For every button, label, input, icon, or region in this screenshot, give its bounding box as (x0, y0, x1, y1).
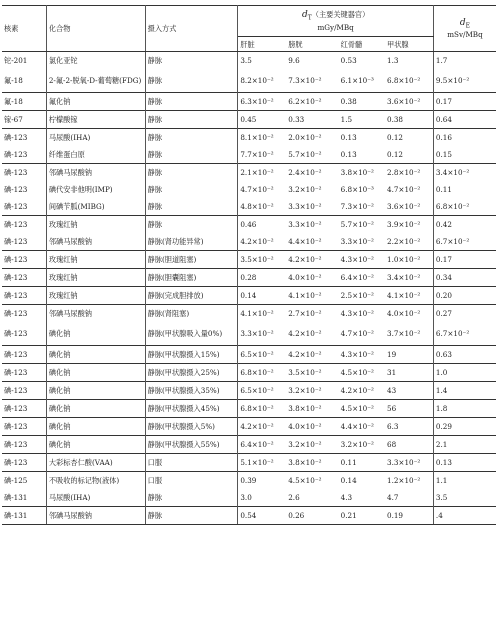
cell-red-marrow: 6.8×10⁻³ (340, 185, 374, 194)
cell-effective-dose: 9.5×10⁻² (435, 76, 470, 85)
cell-liver: 0.28 (238, 269, 286, 287)
cell-intake-mode: 静脉 (145, 489, 238, 507)
cell-nuclide: 氟-18 (2, 69, 46, 93)
cell-liver: 4.1×10⁻² (238, 305, 286, 323)
cell-liver: 0.45 (238, 111, 286, 129)
cell-effective-dose: 0.17 (433, 93, 496, 111)
cell-liver: 0.54 (238, 507, 286, 525)
cell-compound: 碘化钠 (46, 346, 145, 364)
cell-nuclide: 碘-123 (2, 181, 46, 198)
table-row (2, 269, 496, 287)
cell-liver: 4.2×10⁻² (240, 237, 274, 246)
cell-liver: 6.4×10⁻² (238, 436, 286, 454)
table-row (2, 233, 496, 251)
cell-compound: 邻碘马尿酸钠 (46, 164, 145, 182)
header-organ-bladder: 膀胱 (286, 37, 338, 52)
table-row (2, 287, 496, 305)
cell-red-marrow: 6.4×10⁻² (339, 269, 385, 287)
cell-liver: 6.8×10⁻² (238, 400, 286, 418)
cell-effective-dose: 1.4 (433, 382, 496, 400)
cell-red-marrow: 4.3×10⁻² (339, 305, 385, 323)
cell-nuclide: 镓-67 (2, 111, 46, 129)
cell-liver: 6.5×10⁻² (238, 346, 286, 364)
cell-intake-mode: 静脉(甲状腺摄入15%) (145, 346, 238, 364)
cell-thyroid: 4.1×10⁻² (385, 287, 433, 305)
dE-unit: mSv/MBq (447, 30, 483, 40)
cell-bladder: 2.7×10⁻² (286, 305, 338, 323)
cell-red-marrow: 0.13 (340, 150, 357, 159)
cell-compound: 氟化钠 (46, 93, 145, 111)
dE-symbol: d (459, 17, 466, 28)
cell-effective-dose: 3.5 (435, 493, 448, 502)
cell-nuclide: 氟-18 (2, 93, 46, 111)
cell-thyroid: 43 (385, 382, 433, 400)
cell-compound: 邻碘马尿酸钠 (46, 233, 145, 251)
cell-red-marrow: 3.8×10⁻² (339, 164, 385, 182)
cell-thyroid: 2.2×10⁻² (385, 233, 433, 251)
cell-effective-dose: 6.7×10⁻² (435, 237, 470, 246)
cell-red-marrow: 2.5×10⁻² (339, 287, 385, 305)
dE-subscript: E (465, 22, 471, 30)
cell-compound: 马尿酸(IHA) (46, 129, 145, 147)
cell-nuclide: 碘-131 (2, 489, 46, 507)
cell-thyroid: 2.8×10⁻² (385, 164, 433, 182)
cell-nuclide: 铊-201 (2, 52, 46, 70)
cell-nuclide: 碘-123 (2, 251, 46, 269)
table-row (2, 181, 496, 198)
cell-nuclide: 碘-123 (2, 436, 46, 454)
cell-effective-dose: 1.1 (433, 472, 496, 490)
cell-liver: 6.5×10⁻² (238, 382, 286, 400)
cell-bladder: 3.2×10⁻² (288, 185, 322, 194)
cell-bladder: 4.5×10⁻² (286, 472, 338, 490)
cell-intake-mode: 静脉 (145, 146, 238, 164)
cell-liver: 4.7×10⁻² (240, 185, 274, 194)
header-dE (433, 6, 496, 52)
cell-thyroid: 1.0×10⁻² (385, 251, 433, 269)
cell-thyroid: 0.12 (385, 129, 433, 147)
cell-nuclide: 碘-123 (2, 269, 46, 287)
cell-nuclide: 碘-123 (2, 322, 46, 346)
header-dT (238, 6, 434, 37)
cell-bladder: 6.2×10⁻² (286, 93, 338, 111)
cell-liver: 8.2×10⁻² (240, 76, 274, 85)
table-row (2, 472, 496, 490)
cell-effective-dose: 1.7 (435, 56, 448, 65)
cell-effective-dose: 0.11 (435, 185, 452, 194)
cell-red-marrow: 5.7×10⁻² (339, 216, 385, 234)
table-row (2, 146, 496, 164)
cell-intake-mode: 静脉 (145, 216, 238, 234)
cell-intake-mode: 静脉 (145, 69, 238, 93)
cell-nuclide: 碘-123 (2, 146, 46, 164)
cell-nuclide: 碘-123 (2, 233, 46, 251)
cell-liver: 5.1×10⁻² (238, 454, 286, 472)
cell-liver: 4.2×10⁻² (238, 418, 286, 436)
cell-intake-mode: 口服 (145, 472, 238, 490)
cell-effective-dose: 0.34 (433, 269, 496, 287)
table-row (2, 364, 496, 382)
cell-bladder: 4.2×10⁻² (286, 346, 338, 364)
cell-red-marrow: 0.53 (340, 56, 357, 65)
cell-nuclide: 碘-123 (2, 418, 46, 436)
cell-thyroid: 0.19 (385, 507, 433, 525)
cell-intake-mode: 静脉 (145, 507, 238, 525)
cell-compound: 玫瑰红钠 (46, 216, 145, 234)
cell-intake-mode: 静脉(甲状腺摄入35%) (145, 382, 238, 400)
cell-compound: 碘化钠 (46, 382, 145, 400)
cell-effective-dose: 0.64 (433, 111, 496, 129)
cell-liver: 3.5 (240, 56, 252, 65)
cell-intake-mode: 静脉 (145, 129, 238, 147)
cell-thyroid: 3.6×10⁻² (385, 93, 433, 111)
cell-effective-dose: 0.27 (433, 305, 496, 323)
cell-thyroid: 4.0×10⁻² (385, 305, 433, 323)
table-row (2, 382, 496, 400)
cell-nuclide: 碘-123 (2, 216, 46, 234)
cell-bladder: 3.2×10⁻² (286, 382, 338, 400)
table-row (2, 346, 496, 364)
cell-intake-mode: 口服 (145, 454, 238, 472)
cell-compound: 马尿酸(IHA) (46, 489, 145, 507)
header-nuclide: 核素 (2, 6, 46, 52)
cell-intake-mode: 静脉(甲状腺吸入量0%) (145, 322, 238, 346)
cell-bladder: 4.0×10⁻² (286, 418, 338, 436)
cell-bladder: 0.33 (286, 111, 338, 129)
cell-thyroid: 68 (385, 436, 433, 454)
cell-nuclide: 碘-123 (2, 305, 46, 323)
cell-nuclide: 碘-123 (2, 198, 46, 216)
table-row (2, 69, 496, 93)
cell-intake-mode: 静脉(胆道阻塞) (145, 251, 238, 269)
cell-compound: 碘化钠 (46, 418, 145, 436)
cell-nuclide: 碘-123 (2, 287, 46, 305)
cell-bladder: 3.8×10⁻² (286, 400, 338, 418)
cell-red-marrow: 6.1×10⁻³ (340, 76, 374, 85)
cell-nuclide: 碘-123 (2, 164, 46, 182)
cell-compound: 碘化钠 (46, 322, 145, 346)
table-row (2, 251, 496, 269)
cell-thyroid: 56 (385, 400, 433, 418)
cell-nuclide: 碘-125 (2, 472, 46, 490)
cell-thyroid: 0.38 (385, 111, 433, 129)
cell-bladder: 2.4×10⁻² (286, 164, 338, 182)
cell-thyroid: 3.4×10⁻² (385, 269, 433, 287)
cell-effective-dose: 0.16 (433, 129, 496, 147)
cell-bladder: 5.7×10⁻² (288, 150, 322, 159)
cell-intake-mode: 静脉(甲状腺摄入45%) (145, 400, 238, 418)
header-organ-thyroid: 甲状腺 (385, 37, 433, 52)
cell-compound: 2-氟-2-脱氧-D-葡萄糖(FDG) (46, 69, 145, 93)
cell-compound: 不吸收的标记物(液体) (46, 472, 145, 490)
cell-intake-mode: 静脉(甲状腺摄入25%) (145, 364, 238, 382)
cell-intake-mode: 静脉 (145, 181, 238, 198)
cell-intake-mode: 静脉(甲状腺摄入55%) (145, 436, 238, 454)
cell-red-marrow: 4.7×10⁻² (340, 329, 374, 338)
cell-liver: 0.46 (238, 216, 286, 234)
cell-nuclide: 碘-123 (2, 382, 46, 400)
cell-intake-mode: 静脉(肾阻塞) (145, 305, 238, 323)
cell-compound: 玫瑰红钠 (46, 269, 145, 287)
cell-effective-dose: 6.8×10⁻² (435, 202, 470, 211)
cell-effective-dose: 3.4×10⁻² (433, 164, 496, 182)
cell-intake-mode: 静脉(肾功能异常) (145, 233, 238, 251)
cell-red-marrow: 4.5×10⁻² (339, 364, 385, 382)
cell-red-marrow: 3.3×10⁻² (340, 237, 374, 246)
cell-bladder: 2.6 (288, 493, 300, 502)
cell-bladder: 4.0×10⁻² (286, 269, 338, 287)
cell-bladder: 7.3×10⁻² (288, 76, 322, 85)
cell-red-marrow: 4.3×10⁻² (339, 251, 385, 269)
table-row (2, 198, 496, 216)
dT-subscript: T (307, 14, 312, 22)
cell-bladder: 2.0×10⁻² (286, 129, 338, 147)
header-mode: 摄入方式 (145, 6, 238, 52)
cell-liver: 0.14 (238, 287, 286, 305)
cell-compound: 玫瑰红钠 (46, 251, 145, 269)
cell-red-marrow: 4.3×10⁻² (339, 346, 385, 364)
table-row (2, 111, 496, 129)
cell-effective-dose: 0.63 (433, 346, 496, 364)
cell-effective-dose: 1.8 (433, 400, 496, 418)
cell-thyroid: 4.7×10⁻² (385, 181, 433, 198)
cell-nuclide: 碘-123 (2, 400, 46, 418)
cell-liver: 2.1×10⁻² (238, 164, 286, 182)
cell-red-marrow: 1.5 (339, 111, 385, 129)
cell-intake-mode: 静脉 (145, 164, 238, 182)
cell-nuclide: 碘-123 (2, 454, 46, 472)
table-row (2, 216, 496, 234)
cell-bladder: 3.2×10⁻² (286, 436, 338, 454)
cell-effective-dose: 1.0 (433, 364, 496, 382)
cell-thyroid: 19 (385, 346, 433, 364)
cell-thyroid: 3.9×10⁻² (385, 216, 433, 234)
cell-compound: 大彩标杏仁酸(VAA) (46, 454, 145, 472)
cell-bladder: 4.2×10⁻² (288, 329, 322, 338)
cell-intake-mode: 静脉(完成胆排放) (145, 287, 238, 305)
header-compound: 化合物 (46, 6, 145, 52)
cell-effective-dose: 0.20 (433, 287, 496, 305)
cell-thyroid: 1.2×10⁻² (385, 472, 433, 490)
cell-effective-dose: 0.29 (433, 418, 496, 436)
table-row (2, 436, 496, 454)
cell-red-marrow: 7.3×10⁻² (340, 202, 374, 211)
cell-red-marrow: 0.21 (339, 507, 385, 525)
cell-compound: 碘化钠 (46, 364, 145, 382)
dose-table (2, 5, 496, 525)
table-row (2, 489, 496, 507)
cell-effective-dose: 0.17 (433, 251, 496, 269)
table-row (2, 454, 496, 472)
table-row (2, 418, 496, 436)
cell-thyroid: 6.8×10⁻² (385, 69, 433, 93)
cell-liver: 3.5×10⁻² (238, 251, 286, 269)
cell-nuclide: 碘-123 (2, 346, 46, 364)
cell-red-marrow: 4.5×10⁻² (339, 400, 385, 418)
cell-bladder: 0.26 (286, 507, 338, 525)
cell-thyroid: 1.3 (385, 52, 433, 70)
table-row (2, 52, 496, 70)
table-row (2, 129, 496, 147)
table-row (2, 507, 496, 525)
cell-liver: 3.3×10⁻² (240, 329, 274, 338)
cell-thyroid: 3.6×10⁻² (385, 198, 433, 216)
cell-intake-mode: 静脉 (145, 93, 238, 111)
cell-compound: 间碘苄胍(MIBG) (46, 198, 145, 216)
cell-thyroid: 6.3 (385, 418, 433, 436)
cell-thyroid: 3.3×10⁻² (385, 454, 433, 472)
table-row (2, 400, 496, 418)
cell-liver: 3.0 (240, 493, 252, 502)
cell-red-marrow: 0.11 (339, 454, 385, 472)
cell-compound: 碘化钠 (46, 436, 145, 454)
cell-nuclide: 碘-123 (2, 364, 46, 382)
table-body (2, 52, 496, 525)
cell-compound: 柠檬酸镓 (46, 111, 145, 129)
cell-red-marrow: 0.38 (339, 93, 385, 111)
cell-effective-dose: .4 (433, 507, 496, 525)
cell-intake-mode: 静脉 (145, 111, 238, 129)
cell-intake-mode: 静脉 (145, 198, 238, 216)
cell-bladder: 4.2×10⁻² (286, 251, 338, 269)
cell-effective-dose: 0.15 (435, 150, 452, 159)
cell-thyroid: 4.7 (385, 489, 433, 507)
cell-liver: 0.39 (238, 472, 286, 490)
table-row (2, 164, 496, 182)
cell-compound: 氯化亚铊 (46, 52, 145, 70)
dT-symbol: d (301, 10, 308, 21)
header-organ-liver: 肝脏 (238, 37, 286, 52)
dT-note: （主要关键器官） (311, 10, 370, 20)
header-organ-red-marrow: 红骨髓 (339, 37, 385, 52)
cell-intake-mode: 静脉(甲状腺摄入5%) (145, 418, 238, 436)
cell-nuclide: 碘-123 (2, 129, 46, 147)
cell-bladder: 3.3×10⁻² (286, 216, 338, 234)
cell-compound: 邻碘马尿酸钠 (46, 507, 145, 525)
cell-bladder: 3.5×10⁻² (286, 364, 338, 382)
cell-red-marrow: 0.14 (339, 472, 385, 490)
table-row (2, 305, 496, 323)
cell-nuclide: 碘-131 (2, 507, 46, 525)
cell-liver: 6.8×10⁻² (238, 364, 286, 382)
cell-thyroid: 31 (385, 364, 433, 382)
cell-effective-dose: 6.7×10⁻² (435, 329, 470, 338)
cell-effective-dose: 0.42 (433, 216, 496, 234)
table-row (2, 93, 496, 111)
cell-red-marrow: 3.2×10⁻² (339, 436, 385, 454)
cell-bladder: 3.3×10⁻² (288, 202, 322, 211)
cell-bladder: 4.1×10⁻² (286, 287, 338, 305)
cell-thyroid: 0.12 (385, 146, 433, 164)
cell-compound: 玫瑰红钠 (46, 287, 145, 305)
cell-intake-mode: 静脉 (145, 52, 238, 70)
cell-red-marrow: 4.3 (340, 493, 353, 502)
dT-unit: mGy/MBq (317, 22, 354, 32)
cell-liver: 7.7×10⁻² (240, 150, 274, 159)
cell-liver: 8.1×10⁻² (238, 129, 286, 147)
cell-liver: 6.3×10⁻² (238, 93, 286, 111)
table-row (2, 322, 496, 346)
cell-compound: 碘代安非他明(IMP) (46, 181, 145, 198)
cell-bladder: 4.4×10⁻² (288, 237, 322, 246)
cell-thyroid: 3.7×10⁻² (385, 322, 433, 346)
cell-intake-mode: 静脉(胆囊阻塞) (145, 269, 238, 287)
cell-effective-dose: 2.1 (433, 436, 496, 454)
cell-liver: 4.8×10⁻² (240, 202, 274, 211)
cell-red-marrow: 0.13 (339, 129, 385, 147)
cell-effective-dose: 0.13 (433, 454, 496, 472)
cell-compound: 邻碘马尿酸钠 (46, 305, 145, 323)
cell-bladder: 3.8×10⁻² (286, 454, 338, 472)
cell-red-marrow: 4.4×10⁻² (339, 418, 385, 436)
cell-bladder: 9.6 (288, 56, 300, 65)
cell-red-marrow: 4.2×10⁻² (339, 382, 385, 400)
cell-compound: 碘化钠 (46, 400, 145, 418)
cell-compound: 纤维蛋白原 (46, 146, 145, 164)
table-header (2, 6, 496, 52)
